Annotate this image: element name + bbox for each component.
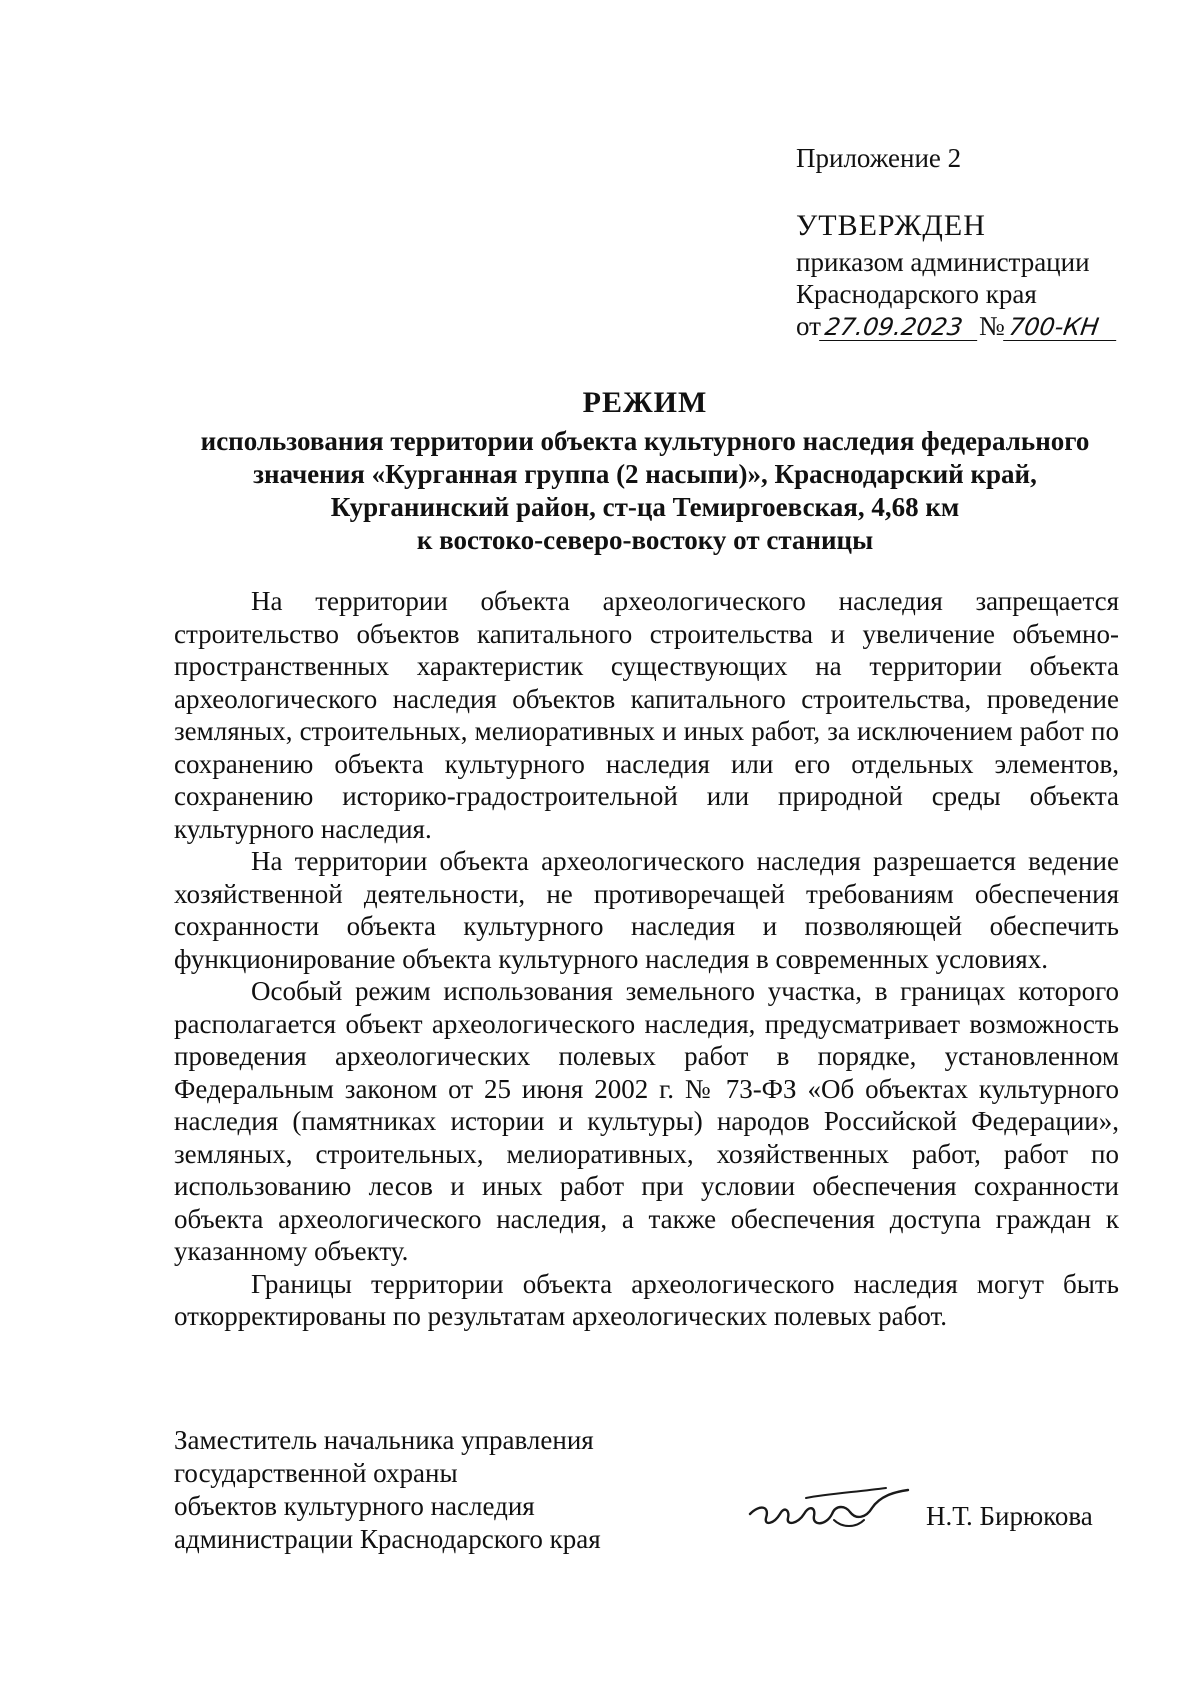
title-line-4: к востоко-северо-востоку от станицы [416, 525, 874, 555]
signatory-name: Н.Т. Бирюкова [926, 1501, 1093, 1531]
handwritten-signature-icon [746, 1484, 911, 1540]
position-line-2: государственной охраны [174, 1458, 458, 1488]
body-paragraph-4: Границы территории объекта археологического наследия могут быть откорректированы по результатам археологических полевых работ. [174, 1268, 1119, 1331]
title-line-3: Курганинский район, ст-ца Темиргоевская, 4,68 км [330, 492, 960, 522]
body-paragraph-1: На территории объекта археологического наследия запрещается строительство объектов капитального строительства и увеличение объемно-пространственных характеристик существующих на территории объекта археологического наследия объектов капитального строительства, проведение земляных, строительных, мелиоративных и иных работ, за исключением работ по сохранению объекта культурного наследия или его отдельных элементов, сохранению историко-градостроительной или природной среды объекта культурного наследия. [174, 586, 1119, 844]
signatory-position [174, 1424, 654, 1556]
title-line-1: использования территории объекта культурного наследия федерального [200, 426, 1090, 456]
position-line-3: объектов культурного наследия [174, 1491, 535, 1521]
approval-block [796, 142, 1176, 342]
position-line-4: администрации Краснодарского края [174, 1524, 601, 1554]
title-heading: РЕЖИМ [582, 386, 708, 419]
approved-by-line1: приказом администрации [796, 247, 1090, 277]
title-line-2: значения «Курганная группа (2 насыпи)», Краснодарский край, [253, 459, 1037, 489]
document-title [150, 385, 1140, 557]
body-paragraph-2: На территории объекта археологического наследия разрешается ведение хозяйственной деятельности, не противоречащей требованиям обеспечения сохранности объекта культурного наследия и позволяющей обеспечить функционирование объекта культурного наследия в современных условиях. [174, 846, 1119, 974]
approved-label: УТВЕРЖДЕН [796, 209, 986, 242]
order-date: 27.09.2023 [819, 314, 981, 341]
appendix-label: Приложение 2 [796, 143, 962, 173]
body-paragraph-3: Особый режим использования земельного участка, в границах которого располагается объект археологического наследия, предусматривает возможность проведения археологических полевых работ в порядке, установленном Федеральным законом от 25 июня 2002 г. № 73-ФЗ «Об объектах культурного наследия (памятниках истории и культуры) народов Российской Федерации», земляных, строительных, мелиоративных, хозяйственных работ, работ по использованию лесов и иных работ при условии обеспечения сохранности объекта археологического наследия, а также обеспечения доступа граждан к указанному объекту. [174, 976, 1119, 1266]
approved-by-line2: Краснодарского края [796, 279, 1037, 309]
order-from-label: от [796, 311, 821, 341]
order-date-line [796, 310, 1176, 342]
order-number-label: № [978, 311, 1005, 341]
order-number: 700-КН [1003, 314, 1120, 341]
document-body [174, 585, 1119, 1333]
position-line-1: Заместитель начальника управления [174, 1425, 594, 1455]
